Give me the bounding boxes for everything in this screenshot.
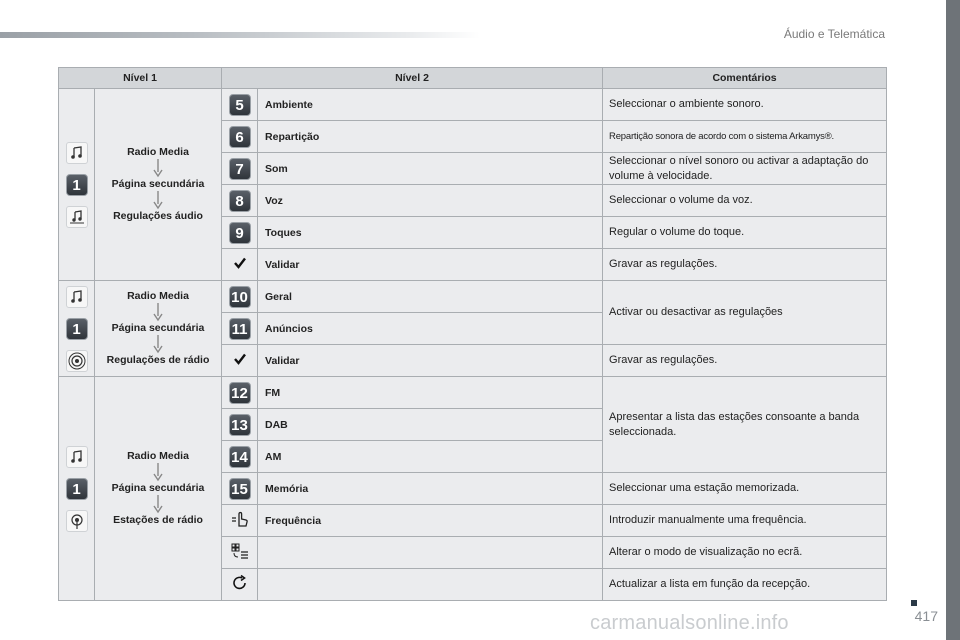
header-level1: Nível 1 xyxy=(59,68,222,89)
page-number xyxy=(915,608,938,624)
level1-badge: 1 xyxy=(66,478,88,500)
row-comment: Seleccionar uma estação memorizada. xyxy=(603,473,887,505)
row-comment: Seleccionar o nível sonoro ou activar a adaptação do volume à velocidade. xyxy=(603,153,887,185)
row-comment: Gravar as regulações. xyxy=(603,249,887,281)
music-note-icon xyxy=(66,446,88,468)
arrow-down-icon xyxy=(152,335,164,354)
row-badge: 10 xyxy=(229,286,251,308)
row-comment: Actualizar a lista em função da recepção. xyxy=(603,569,887,601)
row-badge: 13 xyxy=(229,414,251,436)
row-label: Frequência xyxy=(258,505,603,537)
arrow-down-icon xyxy=(152,463,164,482)
row-comment: Apresentar a lista das estações consoante a banda seleccionada. xyxy=(603,377,887,473)
menu-item: Radio Media xyxy=(127,450,189,462)
menu-item: Radio Media xyxy=(127,290,189,302)
page-edge-strip xyxy=(946,0,960,640)
level1-icons xyxy=(59,377,95,601)
level1-icons xyxy=(59,281,95,377)
menu-item: Radio Media xyxy=(127,146,189,158)
check-icon xyxy=(233,256,247,270)
menu-path xyxy=(95,281,222,377)
menu-path xyxy=(95,377,222,601)
radio-settings-icon xyxy=(66,350,88,372)
row-label: Toques xyxy=(258,217,603,249)
row-comment: Activar ou desactivar as regulações xyxy=(603,281,887,345)
arrow-down-icon xyxy=(152,303,164,322)
music-note-icon xyxy=(66,142,88,164)
row-badge: 15 xyxy=(229,478,251,500)
row-comment: Repartição sonora de acordo com o sistema Arkamys®. xyxy=(603,121,887,153)
row-label: AM xyxy=(258,441,603,473)
section-title: Áudio e Telemática xyxy=(783,27,885,41)
row-badge: 6 xyxy=(229,126,251,148)
row-label: Voz xyxy=(258,185,603,217)
row-badge: 14 xyxy=(229,446,251,468)
table-row xyxy=(59,281,887,313)
arrow-down-icon xyxy=(152,159,164,178)
row-badge: 9 xyxy=(229,222,251,244)
row-label: Validar xyxy=(258,345,603,377)
music-settings-icon xyxy=(66,206,88,228)
music-note-icon xyxy=(66,286,88,308)
menu-item: Regulações de rádio xyxy=(106,354,210,366)
row-label xyxy=(258,569,603,601)
arrow-down-icon xyxy=(152,191,164,210)
menu-item: Página secundária xyxy=(111,178,205,190)
row-comment: Seleccionar o volume da voz. xyxy=(603,185,887,217)
watermark: carmanualsonline.info xyxy=(590,612,789,634)
page-number-text: 417 xyxy=(914,608,938,624)
table-row xyxy=(59,89,887,121)
row-label xyxy=(258,537,603,569)
page-marker-icon xyxy=(911,600,917,606)
row-comment: Gravar as regulações. xyxy=(603,345,887,377)
row-badge: 12 xyxy=(229,382,251,404)
row-badge: 11 xyxy=(229,318,251,340)
row-badge: 5 xyxy=(229,94,251,116)
row-label: Repartição xyxy=(258,121,603,153)
row-label: Geral xyxy=(258,281,603,313)
menu-path xyxy=(95,89,222,281)
row-comment: Seleccionar o ambiente sonoro. xyxy=(603,89,887,121)
menu-item: Página secundária xyxy=(111,322,205,334)
refresh-icon xyxy=(231,574,249,592)
radio-stations-icon xyxy=(66,510,88,532)
row-comment: Regular o volume do toque. xyxy=(603,217,887,249)
row-badge: 7 xyxy=(229,158,251,180)
row-label: Anúncios xyxy=(258,313,603,345)
level1-badge: 1 xyxy=(66,318,88,340)
menu-item: Estações de rádio xyxy=(113,514,203,526)
settings-table xyxy=(58,67,887,601)
row-label: Validar xyxy=(258,249,603,281)
row-label: Som xyxy=(258,153,603,185)
display-mode-icon xyxy=(230,542,250,560)
header-comments: Comentários xyxy=(603,68,887,89)
menu-item: Regulações áudio xyxy=(113,210,203,222)
row-comment: Introduzir manualmente uma frequência. xyxy=(603,505,887,537)
table-row xyxy=(59,377,887,409)
check-icon xyxy=(233,352,247,366)
header-bar xyxy=(0,32,480,38)
row-label: DAB xyxy=(258,409,603,441)
level1-badge: 1 xyxy=(66,174,88,196)
row-badge: 8 xyxy=(229,190,251,212)
header-level2: Nível 2 xyxy=(222,68,603,89)
row-label: Ambiente xyxy=(258,89,603,121)
table-header-row xyxy=(59,68,887,89)
level1-icons xyxy=(59,89,95,281)
row-label: Memória xyxy=(258,473,603,505)
arrow-down-icon xyxy=(152,495,164,514)
hand-touch-icon xyxy=(230,510,250,528)
row-comment: Alterar o modo de visualização no ecrã. xyxy=(603,537,887,569)
menu-item: Página secundária xyxy=(111,482,205,494)
row-label: FM xyxy=(258,377,603,409)
